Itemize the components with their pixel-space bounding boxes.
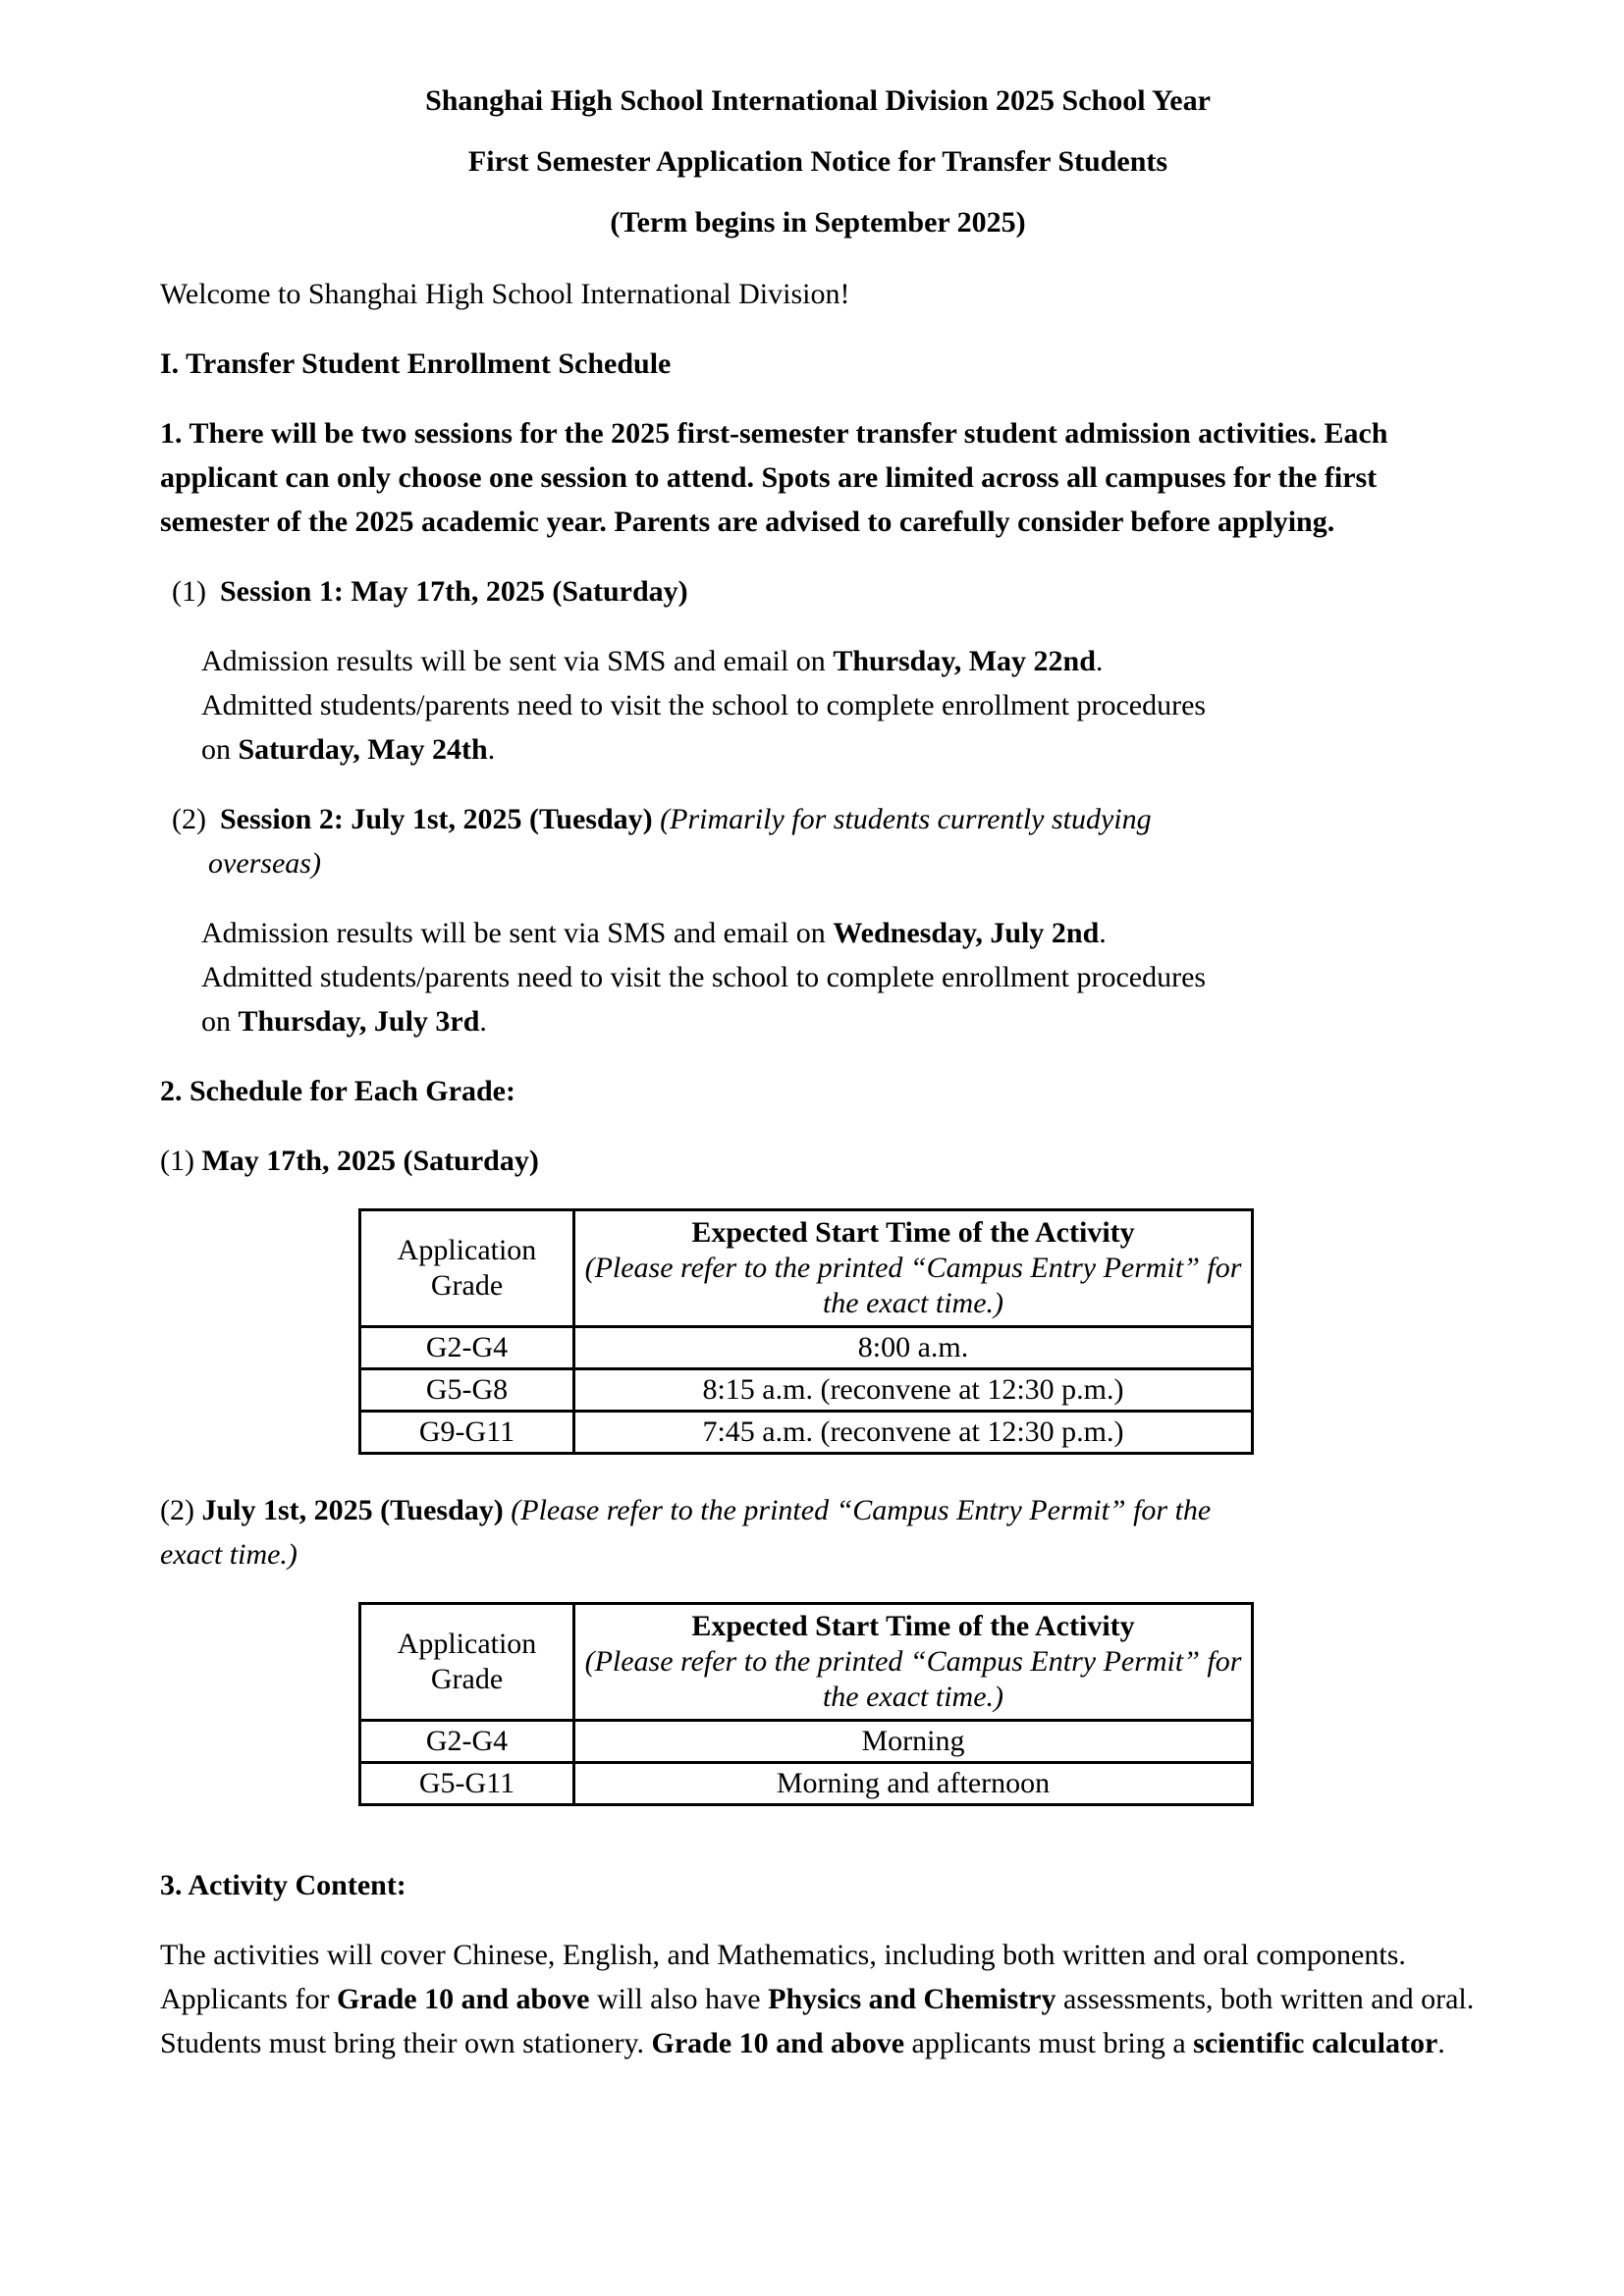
table-header-row xyxy=(360,1604,1253,1721)
session-2-enrollment-on: on xyxy=(201,1005,239,1038)
table-row xyxy=(360,1412,1253,1454)
grade-cell: G2-G4 xyxy=(360,1721,574,1763)
grade-cell: G2-G4 xyxy=(360,1327,574,1369)
activity-physics-chemistry: Physics and Chemistry xyxy=(768,1983,1056,2015)
session-1-results-date: Thursday, May 22nd xyxy=(833,645,1096,677)
session-1-details xyxy=(201,639,1476,772)
subsection-july1-date: July 1st, 2025 (Tuesday) xyxy=(201,1494,504,1526)
activity-grade10-1: Grade 10 and above xyxy=(336,1983,590,2015)
time-cell: Morning xyxy=(574,1721,1253,1763)
activity-grade10-2: Grade 10 and above xyxy=(651,2027,905,2059)
start-time-header xyxy=(574,1604,1253,1721)
session-2-enrollment-date: Thursday, July 3rd xyxy=(238,1005,480,1038)
schedule-table-july1 xyxy=(358,1602,1254,1806)
subsection-july1-marker: (2) xyxy=(160,1494,202,1526)
time-cell: 8:00 a.m. xyxy=(574,1327,1253,1369)
application-grade-header: Application Grade xyxy=(360,1604,574,1721)
session-1-date: Session 1: May 17th, 2025 (Saturday) xyxy=(219,575,688,608)
grade-cell: G5-G8 xyxy=(360,1369,574,1412)
table-row xyxy=(360,1721,1253,1763)
activity-seg-1: The activities will cover Chinese, English, and Mathematics, including both written and oral components. Applicants for xyxy=(160,1939,1406,2015)
table-header-row xyxy=(360,1210,1253,1327)
doc-title-line-1: Shanghai High School International Division 2025 School Year xyxy=(425,84,1211,117)
subsection-july1-note-line-1: (Please refer to the printed “Campus Entry Permit” for the xyxy=(503,1494,1212,1526)
session-2-enrollment-text: Admitted students/parents need to visit the school to complete enrollment procedures xyxy=(201,961,1207,993)
welcome-line: Welcome to Shanghai High School International Division! xyxy=(160,278,850,310)
subsection-may17-marker: (1) xyxy=(160,1145,202,1177)
session-1-enrollment-date: Saturday, May 24th xyxy=(238,733,488,766)
session-2-marker: (2) xyxy=(172,803,206,835)
session-1-period-1: . xyxy=(1095,645,1104,677)
session-1-title xyxy=(160,569,1476,614)
start-time-header-note: (Please refer to the printed “Campus Entry Permit” for the exact time.) xyxy=(584,1252,1242,1319)
section-1-heading: I. Transfer Student Enrollment Schedule xyxy=(160,347,672,380)
activity-seg-2: will also have xyxy=(589,1983,769,2015)
session-2-note-line-2: overseas) xyxy=(208,847,321,880)
activity-seg-3: assessments, both written and oral. Students must bring their own stationery. xyxy=(160,1983,1475,2059)
section-2-heading: 2. Schedule for Each Grade: xyxy=(160,1075,515,1107)
activity-scientific-calculator: scientific calculator xyxy=(1193,2027,1438,2059)
time-cell: 7:45 a.m. (reconvene at 12:30 p.m.) xyxy=(574,1412,1253,1454)
start-time-header-title: Expected Start Time of the Activity xyxy=(691,1216,1135,1249)
subsection-may17-date: May 17th, 2025 (Saturday) xyxy=(201,1145,539,1177)
table-row xyxy=(360,1763,1253,1805)
start-time-header xyxy=(574,1210,1253,1327)
session-2-title xyxy=(160,797,1476,885)
start-time-header-note: (Please refer to the printed “Campus Entry Permit” for the exact time.) xyxy=(584,1645,1242,1713)
table-row xyxy=(360,1369,1253,1412)
paragraph-activity-content xyxy=(160,1933,1476,2065)
session-2-date: Session 2: July 1st, 2025 (Tuesday) xyxy=(219,803,653,835)
doc-title-line-2: First Semester Application Notice for Transfer Students xyxy=(467,145,1168,178)
time-cell: 8:15 a.m. (reconvene at 12:30 p.m.) xyxy=(574,1369,1253,1412)
grade-cell: G5-G11 xyxy=(360,1763,574,1805)
session-2-note-line-1: (Primarily for students currently studying xyxy=(652,803,1152,835)
activity-seg-5: . xyxy=(1437,2027,1445,2059)
session-1-period-2: . xyxy=(487,733,496,766)
session-1-results-text: Admission results will be sent via SMS and email on xyxy=(201,645,834,677)
activity-seg-4: applicants must bring a xyxy=(904,2027,1194,2059)
session-1-enrollment-on: on xyxy=(201,733,239,766)
time-cell: Morning and afternoon xyxy=(574,1763,1253,1805)
table-row xyxy=(360,1327,1253,1369)
session-2-results-date: Wednesday, July 2nd xyxy=(833,917,1100,949)
section-3-heading: 3. Activity Content: xyxy=(160,1869,406,1901)
session-2-period-1: . xyxy=(1099,917,1107,949)
subsection-july1-note-line-2: exact time.) xyxy=(160,1538,298,1571)
application-grade-header: Application Grade xyxy=(360,1210,574,1327)
session-1-enrollment-text: Admitted students/parents need to visit the school to complete enrollment procedures xyxy=(201,689,1207,721)
paragraph-two-sessions: 1. There will be two sessions for the 2025 first-semester transfer student admission activities. Each applicant can only choose one session to attend. Spots are limited across all campuses for the first semester of the 2025 academic year. Parents are advised to carefully consider before applying. xyxy=(160,417,1388,538)
session-1-marker: (1) xyxy=(172,575,206,608)
session-2-details xyxy=(201,911,1476,1043)
start-time-header-title: Expected Start Time of the Activity xyxy=(691,1610,1135,1642)
session-2-results-text: Admission results will be sent via SMS and email on xyxy=(201,917,834,949)
doc-title-line-3: (Term begins in September 2025) xyxy=(610,206,1026,239)
grade-cell: G9-G11 xyxy=(360,1412,574,1454)
subsection-may17-heading xyxy=(160,1139,1476,1183)
subsection-july1-heading xyxy=(160,1488,1476,1576)
schedule-table-may17 xyxy=(358,1208,1254,1455)
session-2-period-2: . xyxy=(479,1005,487,1038)
